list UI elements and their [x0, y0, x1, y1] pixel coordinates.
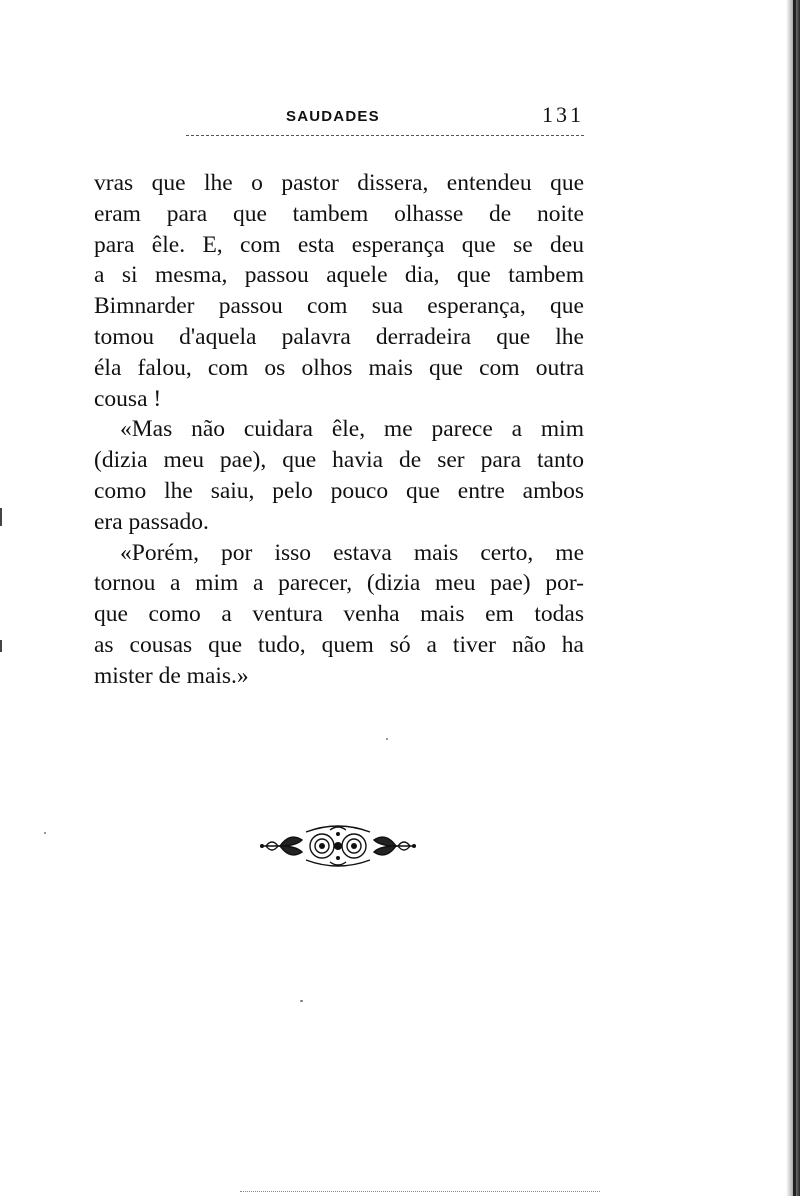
body-text: [94, 168, 584, 692]
scan-noise: [240, 1191, 600, 1192]
text-line: eram para que tambem olhasse de noite: [94, 200, 584, 227]
scan-speck: [0, 640, 2, 652]
text-line: (dizia meu pae), que havia de ser para tanto: [94, 447, 584, 474]
running-title: SAUDADES: [286, 108, 380, 125]
running-head: [186, 102, 584, 132]
text-line: para êle. E, com esta esperança que se deu: [94, 231, 584, 258]
text-line: tornou a mim a parecer, (dizia meu pae) por-: [94, 570, 584, 597]
text-line: mister de mais.»: [94, 662, 249, 689]
text-line: «Porém, por isso estava mais certo, me: [120, 539, 584, 566]
floral-tailpiece-icon: [258, 822, 418, 870]
text-line: «Mas não cuidara êle, me parece a mim: [120, 416, 584, 443]
text-line: as cousas que tudo, quem só a tiver não ha: [94, 631, 584, 658]
text-line: cousa !: [94, 385, 162, 412]
scan-speck: [300, 1000, 303, 1002]
text-line: éla falou, com os olhos mais que com outra: [94, 354, 584, 381]
header-rule: [186, 135, 584, 136]
text-line: a si mesma, passou aquele dia, que tambem: [94, 262, 584, 289]
text-line: tomou d'aquela palavra derradeira que lhe: [94, 323, 584, 350]
text-line: que como a ventura venha mais em todas: [94, 601, 584, 628]
text-line: Bimnarder passou com sua esperança, que: [94, 293, 584, 320]
text-line: era passado.: [94, 508, 209, 535]
scan-speck: [44, 832, 46, 834]
page-edge-line: [793, 0, 796, 1196]
text-line: como lhe saiu, pelo pouco que entre ambos: [94, 477, 584, 504]
scan-speck: [0, 508, 2, 526]
page-number: 131: [542, 102, 584, 127]
text-line: vras que lhe o pastor dissera, entendeu que: [94, 170, 584, 196]
scan-speck: [386, 738, 388, 740]
